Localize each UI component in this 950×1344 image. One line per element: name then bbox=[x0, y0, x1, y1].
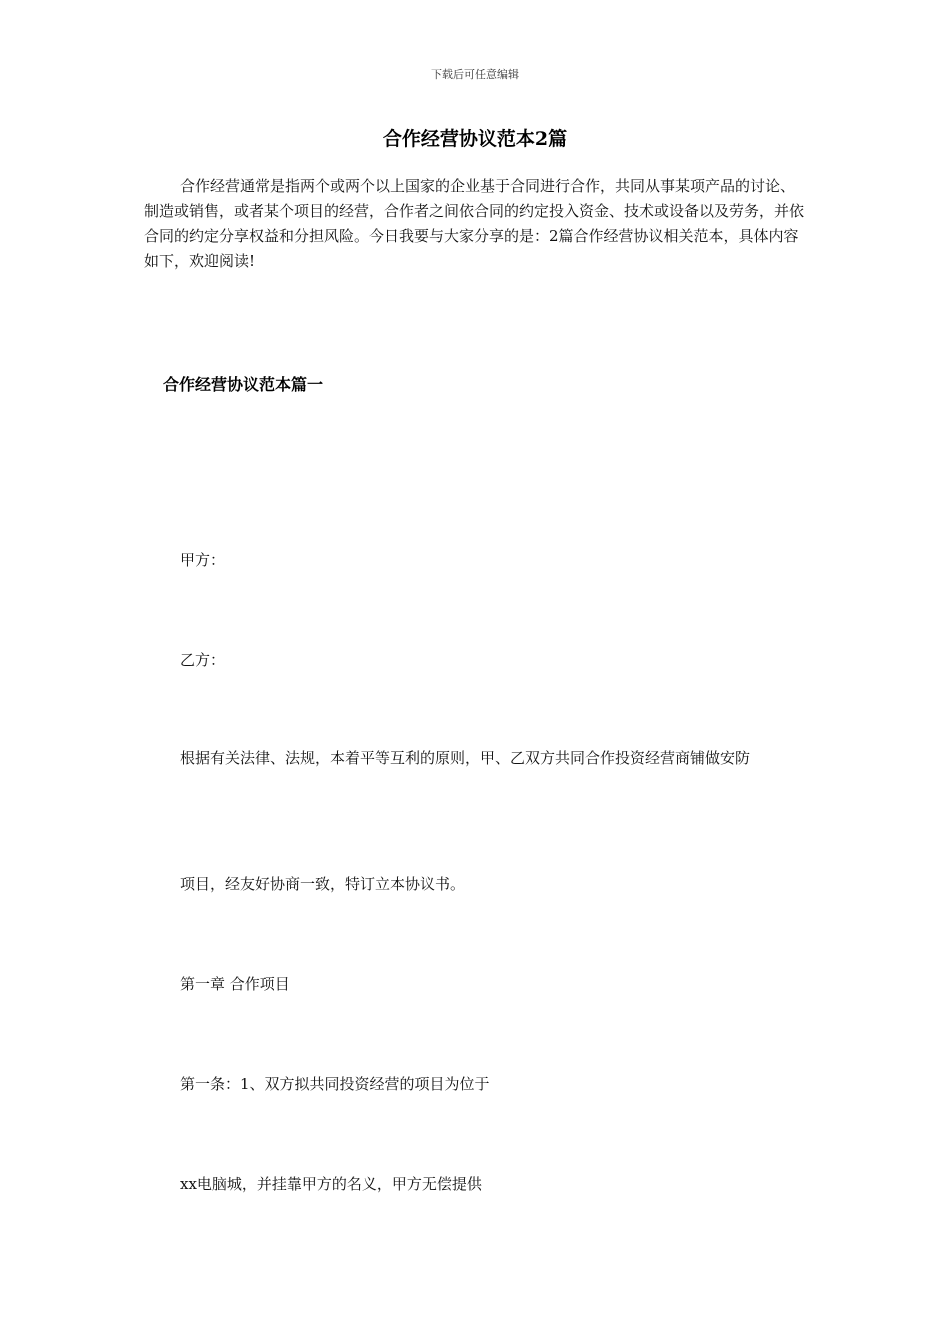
article-one-paragraph: 第一条：1、双方拟共同投资经营的项目为位于 bbox=[180, 1075, 490, 1093]
intro-paragraph: 合作经营通常是指两个或两个以上国家的企业基于合同进行合作，共同从事某项产品的讨论、制造或销售，或者某个项目的经营，合作者之间依合同的约定投入资金、技术或设备以及劳务，并依合同的约定分享权益和分担风险。今日我要与大家分享的是：2篇合作经营协议相关范本，具体内容如下，欢迎阅读! bbox=[144, 177, 805, 270]
party-a-line: 甲方： bbox=[180, 551, 226, 569]
agreement-purpose-paragraph: 项目，经友好协商一致，特订立本协议书。 bbox=[180, 875, 466, 893]
article-one-continuation: xx电脑城，并挂靠甲方的名义，甲方无偿提供 bbox=[180, 1175, 482, 1193]
document-title: 合作经营协议范本2篇 bbox=[382, 128, 568, 150]
header-note: 下载后可任意编辑 bbox=[431, 68, 519, 81]
section-title: 合作经营协议范本篇一 bbox=[163, 375, 324, 394]
agreement-basis-paragraph: 根据有关法律、法规，本着平等互利的原则，甲、乙双方共同合作投资经营商铺做安防 bbox=[180, 749, 751, 767]
party-b-line: 乙方： bbox=[180, 651, 226, 669]
chapter-heading: 第一章 合作项目 bbox=[180, 975, 290, 993]
